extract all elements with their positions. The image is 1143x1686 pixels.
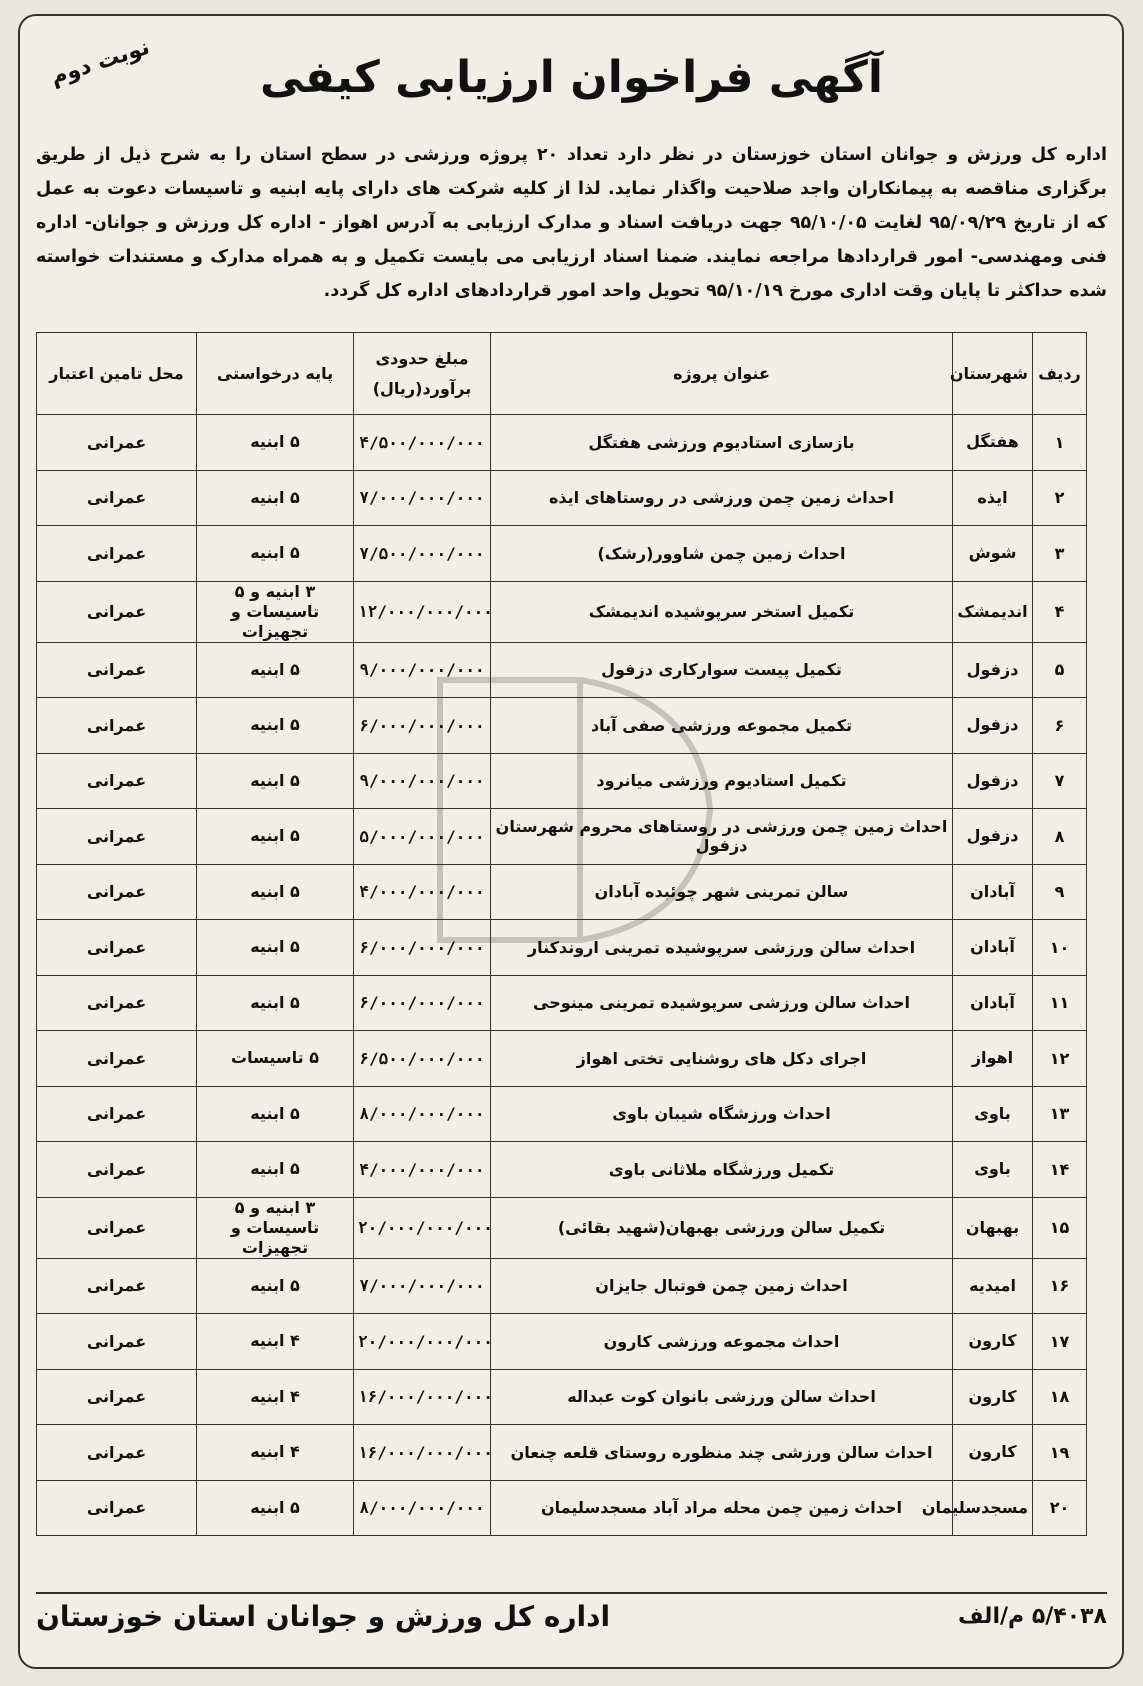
project-cell: احداث سالن ورزشی بانوان کوت عبداله bbox=[491, 1369, 953, 1425]
city-cell: هفتگل bbox=[953, 415, 1033, 471]
city-cell: دزفول bbox=[953, 809, 1033, 865]
city-cell: آبادان bbox=[953, 975, 1033, 1031]
header-base: پایه درخواستی bbox=[197, 333, 354, 415]
row-number-cell: ۱۸ bbox=[1033, 1369, 1087, 1425]
base-cell: ۴ ابنیه bbox=[197, 1425, 354, 1481]
funding-cell: عمرانی bbox=[37, 581, 197, 642]
base-cell: ۵ ابنیه bbox=[197, 526, 354, 582]
row-number-cell: ۴ bbox=[1033, 581, 1087, 642]
row-number-cell: ۱ bbox=[1033, 415, 1087, 471]
city-cell: کارون bbox=[953, 1314, 1033, 1370]
project-cell: احداث زمین چمن محله مراد آباد مسجدسلیمان bbox=[491, 1480, 953, 1536]
row-number-cell: ۶ bbox=[1033, 698, 1087, 754]
city-cell: دزفول bbox=[953, 642, 1033, 698]
row-number-cell: ۱۱ bbox=[1033, 975, 1087, 1031]
funding-cell: عمرانی bbox=[37, 1197, 197, 1258]
row-number-cell: ۲ bbox=[1033, 470, 1087, 526]
amount-cell: ۹/۰۰۰/۰۰۰/۰۰۰ bbox=[354, 642, 491, 698]
project-cell: احداث سالن ورزشی سرپوشیده تمرینی مینوحی bbox=[491, 975, 953, 1031]
base-cell: ۵ تاسیسات bbox=[197, 1031, 354, 1087]
amount-cell: ۶/۰۰۰/۰۰۰/۰۰۰ bbox=[354, 920, 491, 976]
table-row bbox=[37, 1425, 1087, 1481]
table-row bbox=[37, 864, 1087, 920]
amount-cell: ۱۶/۰۰۰/۰۰۰/۰۰۰ bbox=[354, 1425, 491, 1481]
projects-table bbox=[36, 332, 1087, 1536]
row-number-cell: ۹ bbox=[1033, 864, 1087, 920]
amount-cell: ۱۲/۰۰۰/۰۰۰/۰۰۰ bbox=[354, 581, 491, 642]
organization-name: اداره کل ورزش و جوانان استان خوزستان bbox=[36, 1599, 611, 1633]
funding-cell: عمرانی bbox=[37, 698, 197, 754]
amount-cell: ۶/۵۰۰/۰۰۰/۰۰۰ bbox=[354, 1031, 491, 1087]
city-cell: باوی bbox=[953, 1086, 1033, 1142]
amount-cell: ۵/۰۰۰/۰۰۰/۰۰۰ bbox=[354, 809, 491, 865]
table-row bbox=[37, 809, 1087, 865]
city-cell: مسجدسلیمان bbox=[953, 1480, 1033, 1536]
funding-cell: عمرانی bbox=[37, 1425, 197, 1481]
amount-cell: ۴/۵۰۰/۰۰۰/۰۰۰ bbox=[354, 415, 491, 471]
funding-cell: عمرانی bbox=[37, 526, 197, 582]
amount-cell: ۶/۰۰۰/۰۰۰/۰۰۰ bbox=[354, 698, 491, 754]
table-row bbox=[37, 1031, 1087, 1087]
table-row bbox=[37, 1086, 1087, 1142]
amount-cell: ۶/۰۰۰/۰۰۰/۰۰۰ bbox=[354, 975, 491, 1031]
funding-cell: عمرانی bbox=[37, 864, 197, 920]
amount-cell: ۸/۰۰۰/۰۰۰/۰۰۰ bbox=[354, 1480, 491, 1536]
header-project: عنوان پروژه bbox=[491, 333, 953, 415]
project-cell: بازسازی استادیوم ورزشی هفتگل bbox=[491, 415, 953, 471]
table-row bbox=[37, 698, 1087, 754]
project-cell: احداث زمین چمن شاوور(رشک) bbox=[491, 526, 953, 582]
funding-cell: عمرانی bbox=[37, 809, 197, 865]
city-cell: کارون bbox=[953, 1369, 1033, 1425]
project-cell: احداث ورزشگاه شیبان باوی bbox=[491, 1086, 953, 1142]
base-cell: ۵ ابنیه bbox=[197, 1086, 354, 1142]
city-cell: بهبهان bbox=[953, 1197, 1033, 1258]
row-number-cell: ۵ bbox=[1033, 642, 1087, 698]
project-cell: احداث زمین چمن فوتبال جایزان bbox=[491, 1258, 953, 1314]
header-amount: مبلغ حدودی برآورد(ریال) bbox=[354, 333, 491, 415]
amount-cell: ۴/۰۰۰/۰۰۰/۰۰۰ bbox=[354, 1142, 491, 1198]
funding-cell: عمرانی bbox=[37, 470, 197, 526]
city-cell: کارون bbox=[953, 1425, 1033, 1481]
table-row bbox=[37, 1142, 1087, 1198]
funding-cell: عمرانی bbox=[37, 975, 197, 1031]
row-number-cell: ۲۰ bbox=[1033, 1480, 1087, 1536]
table-row bbox=[37, 920, 1087, 976]
amount-cell: ۲۰/۰۰۰/۰۰۰/۰۰۰ bbox=[354, 1197, 491, 1258]
funding-cell: عمرانی bbox=[37, 1314, 197, 1370]
project-cell: احداث سالن ورزشی سرپوشیده تمرینی اروندکنار bbox=[491, 920, 953, 976]
amount-cell: ۹/۰۰۰/۰۰۰/۰۰۰ bbox=[354, 753, 491, 809]
city-cell: آبادان bbox=[953, 864, 1033, 920]
table-row bbox=[37, 1369, 1087, 1425]
base-cell: ۵ ابنیه bbox=[197, 809, 354, 865]
funding-cell: عمرانی bbox=[37, 1258, 197, 1314]
city-cell: امیدیه bbox=[953, 1258, 1033, 1314]
table-row bbox=[37, 1314, 1087, 1370]
table-row bbox=[37, 1258, 1087, 1314]
row-number-cell: ۱۶ bbox=[1033, 1258, 1087, 1314]
row-number-cell: ۱۹ bbox=[1033, 1425, 1087, 1481]
project-cell: سالن تمرینی شهر چوئبده آبادان bbox=[491, 864, 953, 920]
row-number-cell: ۱۲ bbox=[1033, 1031, 1087, 1087]
base-cell: ۵ ابنیه bbox=[197, 864, 354, 920]
table-row bbox=[37, 415, 1087, 471]
table-row bbox=[37, 526, 1087, 582]
base-cell: ۴ ابنیه bbox=[197, 1369, 354, 1425]
notice-intro: اداره کل ورزش و جوانان استان خوزستان در نظر دارد تعداد ۲۰ پروژه ورزشی در سطح استان را به شرح ذیل از طریق برگزاری مناقصه به پیمانکاران واجد صلاحیت واگذار نماید. لذا از کلیه شرکت های دارای پایه ابنیه و تاسیسات دعوت به عمل که از تاریخ ۹۵/۰۹/۲۹ لغایت ۹۵/۱۰/۰۵ جهت دریافت اسناد و مدارک ارزیابی به آدرس اهواز - اداره کل ورزش و جوانان- اداره فنی ومهندسی- امور قراردادها مراجعه نمایند. ضمنا اسناد ارزیابی می بایست تکمیل و به همراه مدارک و مستندات خواسته شده حداکثر تا پایان وقت اداری مورخ ۹۵/۱۰/۱۹ تحویل واحد امور قراردادهای اداره کل گردد. bbox=[36, 145, 1107, 301]
row-number-cell: ۳ bbox=[1033, 526, 1087, 582]
project-cell: تکمیل ورزشگاه ملاثانی باوی bbox=[491, 1142, 953, 1198]
header-city: شهرستان bbox=[953, 333, 1033, 415]
project-cell: احداث سالن ورزشی چند منظوره روستای قلعه چنعان bbox=[491, 1425, 953, 1481]
city-cell: شوش bbox=[953, 526, 1033, 582]
base-cell: ۵ ابنیه bbox=[197, 1480, 354, 1536]
base-cell: ۴ ابنیه bbox=[197, 1314, 354, 1370]
city-cell: ایذه bbox=[953, 470, 1033, 526]
base-cell: ۵ ابنیه bbox=[197, 753, 354, 809]
base-cell: ۵ ابنیه bbox=[197, 920, 354, 976]
project-cell: احداث زمین چمن ورزشی در روستاهای ایذه bbox=[491, 470, 953, 526]
table-row bbox=[37, 581, 1087, 642]
funding-cell: عمرانی bbox=[37, 1480, 197, 1536]
notice-footer bbox=[36, 1592, 1107, 1638]
project-cell: احداث مجموعه ورزشی کارون bbox=[491, 1314, 953, 1370]
city-cell: اندیمشک bbox=[953, 581, 1033, 642]
base-cell: ۵ ابنیه bbox=[197, 470, 354, 526]
city-cell: اهواز bbox=[953, 1031, 1033, 1087]
funding-cell: عمرانی bbox=[37, 1031, 197, 1087]
funding-cell: عمرانی bbox=[37, 642, 197, 698]
header-row-number: ردیف bbox=[1033, 333, 1087, 415]
base-cell: ۵ ابنیه bbox=[197, 642, 354, 698]
row-number-cell: ۸ bbox=[1033, 809, 1087, 865]
project-cell: تکمیل استخر سرپوشیده اندیمشک bbox=[491, 581, 953, 642]
notice-title: آگهی فراخوان ارزیابی کیفی bbox=[260, 52, 883, 103]
row-number-cell: ۱۰ bbox=[1033, 920, 1087, 976]
table-row bbox=[37, 1197, 1087, 1258]
project-cell: تکمیل مجموعه ورزشی صفی آباد bbox=[491, 698, 953, 754]
notice-code: ۵/۴۰۳۸ م/الف bbox=[957, 1603, 1107, 1629]
funding-cell: عمرانی bbox=[37, 753, 197, 809]
project-cell: تکمیل سالن ورزشی بهبهان(شهید بقائی) bbox=[491, 1197, 953, 1258]
base-cell: ۳ ابنیه و ۵ تاسیسات و تجهیزات bbox=[197, 1197, 354, 1258]
project-cell: اجرای دکل های روشنایی تختی اهواز bbox=[491, 1031, 953, 1087]
city-cell: آبادان bbox=[953, 920, 1033, 976]
row-number-cell: ۱۷ bbox=[1033, 1314, 1087, 1370]
amount-cell: ۸/۰۰۰/۰۰۰/۰۰۰ bbox=[354, 1086, 491, 1142]
base-cell: ۵ ابنیه bbox=[197, 975, 354, 1031]
base-cell: ۵ ابنیه bbox=[197, 698, 354, 754]
base-cell: ۳ ابنیه و ۵ تاسیسات و تجهیزات bbox=[197, 581, 354, 642]
funding-cell: عمرانی bbox=[37, 1142, 197, 1198]
funding-cell: عمرانی bbox=[37, 920, 197, 976]
amount-cell: ۷/۵۰۰/۰۰۰/۰۰۰ bbox=[354, 526, 491, 582]
city-cell: دزفول bbox=[953, 753, 1033, 809]
row-number-cell: ۷ bbox=[1033, 753, 1087, 809]
table-row bbox=[37, 975, 1087, 1031]
amount-cell: ۱۶/۰۰۰/۰۰۰/۰۰۰ bbox=[354, 1369, 491, 1425]
row-number-cell: ۱۴ bbox=[1033, 1142, 1087, 1198]
project-cell: احداث زمین چمن ورزشی در روستاهای محروم شهرستان دزفول bbox=[491, 809, 953, 865]
funding-cell: عمرانی bbox=[37, 1086, 197, 1142]
city-cell: دزفول bbox=[953, 698, 1033, 754]
publication-stamp: نوبت دوم bbox=[47, 34, 153, 90]
amount-cell: ۴/۰۰۰/۰۰۰/۰۰۰ bbox=[354, 864, 491, 920]
base-cell: ۵ ابنیه bbox=[197, 1142, 354, 1198]
amount-cell: ۷/۰۰۰/۰۰۰/۰۰۰ bbox=[354, 1258, 491, 1314]
project-cell: تکمیل استادیوم ورزشی میانرود bbox=[491, 753, 953, 809]
table-header-row bbox=[37, 333, 1087, 415]
funding-cell: عمرانی bbox=[37, 415, 197, 471]
amount-cell: ۷/۰۰۰/۰۰۰/۰۰۰ bbox=[354, 470, 491, 526]
amount-cell: ۲۰/۰۰۰/۰۰۰/۰۰۰ bbox=[354, 1314, 491, 1370]
project-cell: تکمیل پیست سوارکاری دزفول bbox=[491, 642, 953, 698]
funding-cell: عمرانی bbox=[37, 1369, 197, 1425]
table-row bbox=[37, 1480, 1087, 1536]
header-funding: محل تامین اعتبار bbox=[37, 333, 197, 415]
table-row bbox=[37, 753, 1087, 809]
row-number-cell: ۱۵ bbox=[1033, 1197, 1087, 1258]
base-cell: ۵ ابنیه bbox=[197, 1258, 354, 1314]
table-row bbox=[37, 470, 1087, 526]
city-cell: باوی bbox=[953, 1142, 1033, 1198]
table-row bbox=[37, 642, 1087, 698]
base-cell: ۵ ابنیه bbox=[197, 415, 354, 471]
row-number-cell: ۱۳ bbox=[1033, 1086, 1087, 1142]
